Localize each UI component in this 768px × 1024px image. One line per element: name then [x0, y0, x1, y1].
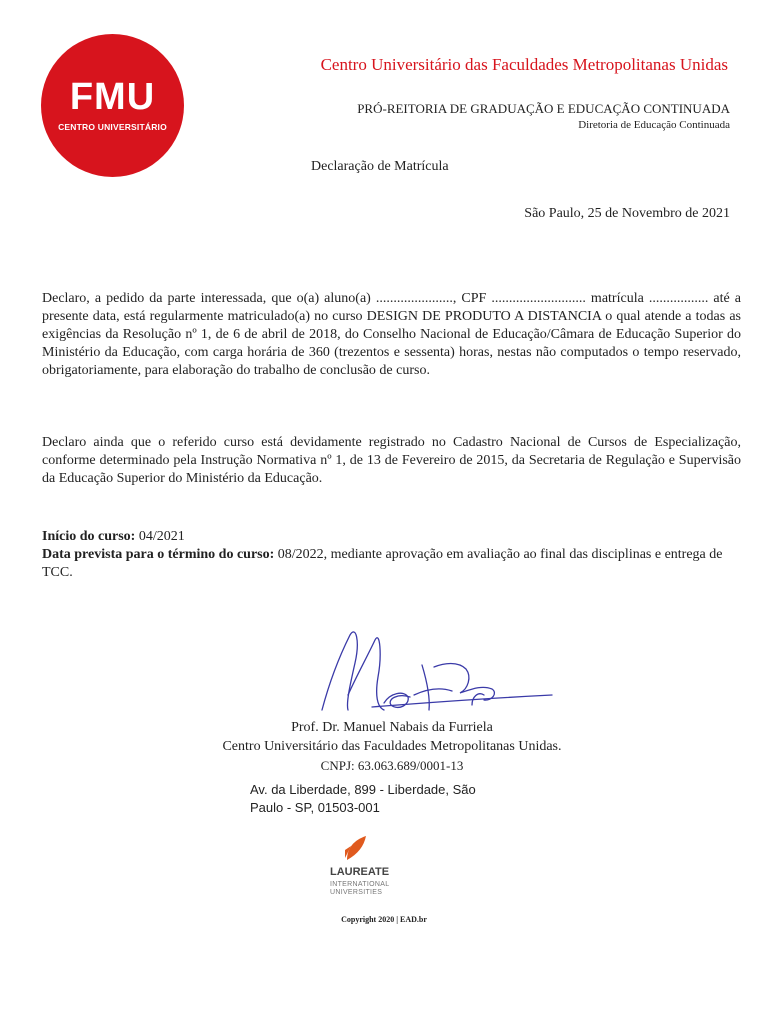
university-title: Centro Universitário das Faculdades Metropolitanas Unidas [320, 55, 728, 74]
course-start-value: 04/2021 [135, 529, 185, 544]
laureate-sub2: UNIVERSITIES [330, 889, 383, 896]
institution-address: Av. da Liberdade, 899 - Liberdade, São Paulo - SP, 01503-001 [250, 782, 476, 815]
place-date: São Paulo, 25 de Novembro de 2021 [524, 206, 730, 221]
course-start [42, 528, 741, 546]
course-end-value: 08/2022, mediante aprovação em avaliação ao final das disciplinas e entrega de TCC. [42, 547, 723, 580]
laureate-leaf-icon [342, 834, 372, 864]
diretoria-heading: Diretoria de Educação Continuada [578, 119, 730, 131]
pro-reitoria-heading: PRÓ-REITORIA DE GRADUAÇÃO E EDUCAÇÃO CONTINUADA [357, 101, 730, 116]
course-start-label: Início do curso: [42, 529, 136, 544]
laureate-name: LAUREATE [330, 866, 390, 878]
fmu-logo-subtitle: CENTRO UNIVERSITÁRIO [58, 122, 167, 132]
fmu-logo [41, 34, 184, 177]
registration-paragraph: Declaro ainda que o referido curso está devidamente registrado no Cadastro Nacional de Cursos de Especialização, conforme determinado pela Instrução Normativa nº 1, de 13 de Fevereiro de 2015, da Secretaria de Regulação e Supervisão da Educação Superior do Ministério da Educação. [42, 435, 741, 486]
document-title: Declaração de Matrícula [311, 159, 449, 174]
copyright-notice: Copyright 2020 | EAD.br [341, 915, 427, 924]
signatory-institution: Centro Universitário das Faculdades Metropolitanas Unidas. [222, 739, 562, 754]
institution-cnpj: CNPJ: 63.063.689/0001-13 [320, 758, 464, 773]
declaration-paragraph: Declaro, a pedido da parte interessada, que o(a) aluno(a) ......................, CPF ........................... matrícula ................. até a presente data, está regularmente matriculado(a) no curso DESIGN DE PRODUTO A DISTANCIA o qual atende a todas as exigências da Resolução nº 1, de 6 de abril de 2018, do Conselho Nacional de Educação/Câmara de Educação Superior do Ministério da Educação, com carga horária de 360 (trezentos e sessenta) horas, nestas não computados o tempo reservado, obrigatoriamente, para elaboração do trabalho de conclusão de curso. [42, 291, 741, 378]
laureate-logo [330, 832, 430, 902]
laureate-sub1: INTERNATIONAL [330, 881, 390, 888]
course-end-label: Data prevista para o término do curso: [42, 547, 275, 562]
signatory-name: Prof. Dr. Manuel Nabais da Furriela [291, 720, 493, 735]
fmu-logo-mark: FMU [69, 76, 156, 118]
course-end [42, 546, 741, 582]
handwritten-signature [172, 585, 602, 735]
